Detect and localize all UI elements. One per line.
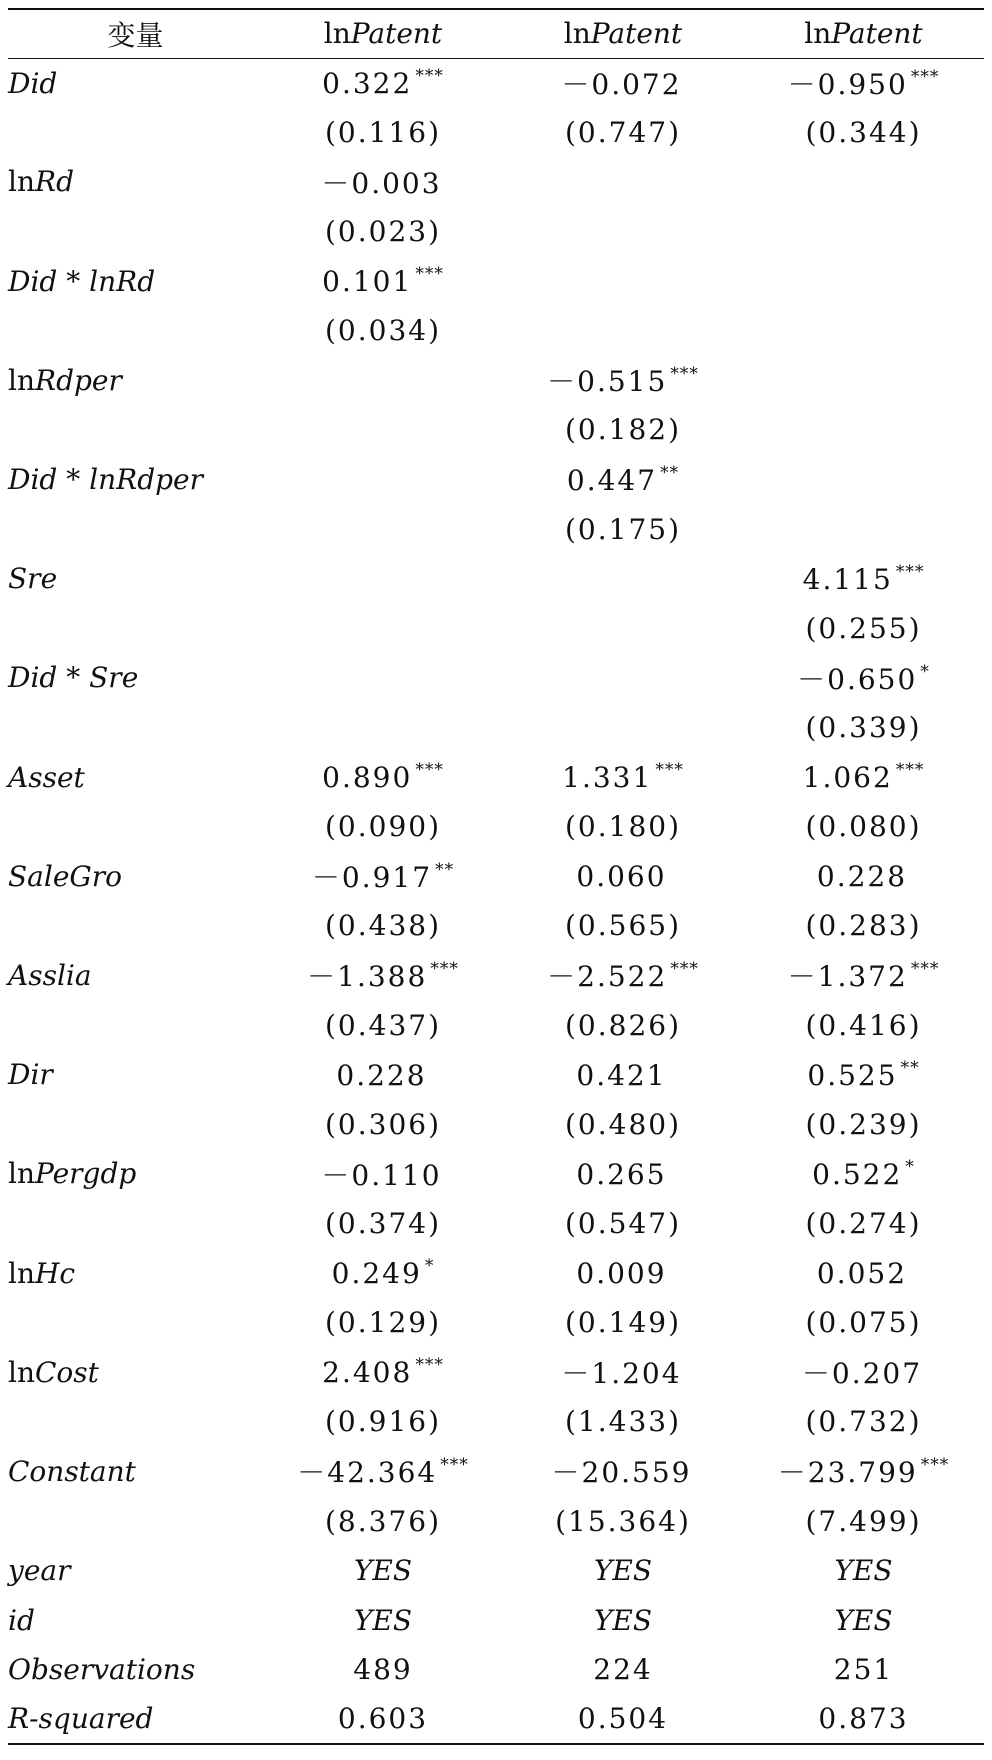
coefficient-value: －2.522 bbox=[547, 960, 668, 994]
variable-name bbox=[8, 1595, 263, 1645]
header-column-prefix: ln bbox=[804, 17, 832, 51]
table-row bbox=[8, 1248, 984, 1298]
significance-stars: *** bbox=[430, 959, 459, 980]
standard-error-cell: (0.480) bbox=[564, 1107, 681, 1141]
variable-label: Asslia bbox=[8, 958, 92, 992]
significance-stars: *** bbox=[895, 760, 925, 781]
standard-error-cell bbox=[503, 306, 743, 356]
table-row bbox=[8, 504, 984, 554]
statistic-cell: 0.873 bbox=[743, 1695, 984, 1745]
variable-name bbox=[8, 1099, 263, 1149]
header-column-3 bbox=[743, 9, 984, 58]
coefficient-cell bbox=[743, 455, 984, 505]
fixed-effect-cell: YES bbox=[593, 1554, 653, 1588]
standard-error-cell: (0.344) bbox=[805, 115, 922, 149]
standard-error-cell: (15.364) bbox=[555, 1504, 691, 1538]
coefficient-value: 0.322 bbox=[322, 67, 413, 101]
coefficient-cell bbox=[503, 58, 743, 108]
table-row bbox=[8, 901, 984, 951]
table-row bbox=[8, 604, 984, 654]
standard-error-cell: (0.116) bbox=[324, 115, 441, 149]
variable-prefix: ln bbox=[8, 1157, 35, 1191]
coefficient-value: 0.009 bbox=[576, 1257, 667, 1291]
coefficient-cell bbox=[503, 1050, 743, 1100]
coefficient-cell bbox=[263, 58, 503, 108]
significance-stars: *** bbox=[415, 66, 444, 87]
table-row bbox=[8, 752, 984, 802]
standard-error-cell: (0.182) bbox=[564, 413, 681, 447]
significance-stars: *** bbox=[655, 760, 684, 781]
coefficient-cell bbox=[503, 157, 743, 207]
significance-stars: *** bbox=[415, 1355, 444, 1376]
table-row bbox=[8, 455, 984, 505]
coefficient-cell bbox=[263, 554, 503, 604]
variable-label: year bbox=[8, 1554, 71, 1588]
coefficient-value: －1.372 bbox=[787, 960, 908, 994]
standard-error-cell bbox=[743, 207, 984, 257]
variable-label: Did * lnRdper bbox=[8, 463, 204, 497]
coefficient-value: 0.421 bbox=[576, 1058, 667, 1092]
coefficient-cell bbox=[743, 58, 984, 108]
statistic-cell: 224 bbox=[593, 1653, 653, 1687]
table-row bbox=[8, 405, 984, 455]
variable-name bbox=[8, 1695, 263, 1745]
coefficient-cell bbox=[743, 1050, 984, 1100]
standard-error-cell: (0.747) bbox=[564, 115, 681, 149]
variable-name bbox=[8, 455, 263, 505]
fixed-effect-cell: YES bbox=[353, 1554, 413, 1588]
fixed-effect-cell: YES bbox=[834, 1603, 893, 1637]
variable-name bbox=[8, 356, 263, 406]
header-row bbox=[8, 9, 984, 58]
significance-stars: ** bbox=[660, 462, 680, 483]
coefficient-cell bbox=[263, 1248, 503, 1298]
table-row bbox=[8, 1595, 984, 1645]
coefficient-value: －20.559 bbox=[551, 1456, 692, 1490]
header-column-prefix: ln bbox=[323, 17, 351, 51]
coefficient-cell bbox=[263, 455, 503, 505]
coefficient-value: －0.950 bbox=[787, 68, 908, 102]
variable-label: Dir bbox=[8, 1058, 53, 1092]
significance-stars: *** bbox=[440, 1455, 469, 1476]
variable-label: Rdper bbox=[35, 363, 122, 397]
coefficient-value: －1.388 bbox=[307, 960, 428, 994]
standard-error-cell: (0.175) bbox=[564, 512, 681, 546]
variable-name bbox=[8, 157, 263, 207]
standard-error-cell bbox=[743, 405, 984, 455]
variable-name bbox=[8, 108, 263, 158]
significance-stars: *** bbox=[920, 1455, 950, 1476]
coefficient-value: 1.331 bbox=[562, 761, 653, 795]
standard-error-cell: (0.274) bbox=[805, 1206, 922, 1240]
table-row bbox=[8, 108, 984, 158]
coefficient-value: 4.115 bbox=[802, 562, 893, 596]
variable-name bbox=[8, 256, 263, 306]
table-row bbox=[8, 356, 984, 406]
variable-label: Pergdp bbox=[35, 1157, 137, 1191]
variable-name bbox=[8, 752, 263, 802]
variable-label: Hc bbox=[35, 1256, 76, 1290]
coefficient-cell bbox=[503, 1347, 743, 1397]
coefficient-cell bbox=[743, 1149, 984, 1199]
standard-error-cell: (0.732) bbox=[805, 1405, 922, 1439]
coefficient-cell bbox=[743, 1347, 984, 1397]
coefficient-cell bbox=[503, 356, 743, 406]
coefficient-value: 0.525 bbox=[807, 1058, 898, 1092]
coefficient-value: －0.207 bbox=[801, 1357, 923, 1391]
table-row bbox=[8, 951, 984, 1001]
variable-name bbox=[8, 1447, 263, 1497]
standard-error-cell: (0.339) bbox=[805, 711, 922, 745]
variable-name bbox=[8, 901, 263, 951]
variable-label: Did * Sre bbox=[8, 661, 139, 695]
coefficient-value: 0.265 bbox=[576, 1157, 667, 1191]
table-row bbox=[8, 1149, 984, 1199]
standard-error-cell: (0.416) bbox=[805, 1008, 922, 1042]
coefficient-value: 0.447 bbox=[566, 463, 658, 497]
variable-name bbox=[8, 1496, 263, 1546]
variable-name bbox=[8, 1645, 263, 1695]
coefficient-value: －0.072 bbox=[561, 68, 682, 102]
standard-error-cell bbox=[503, 207, 743, 257]
table-row bbox=[8, 1546, 984, 1596]
header-column-2 bbox=[503, 9, 743, 58]
coefficient-cell bbox=[743, 653, 984, 703]
coefficient-value: 0.522 bbox=[812, 1157, 903, 1191]
coefficient-value: 0.060 bbox=[576, 860, 667, 894]
statistic-cell: 0.504 bbox=[503, 1695, 743, 1745]
table-row bbox=[8, 554, 984, 604]
coefficient-cell bbox=[263, 1447, 503, 1497]
coefficient-cell bbox=[263, 1050, 503, 1100]
table-row bbox=[8, 1199, 984, 1249]
coefficient-value: －0.110 bbox=[321, 1158, 442, 1192]
variable-label: id bbox=[8, 1603, 35, 1637]
coefficient-value: 0.228 bbox=[336, 1058, 427, 1092]
variable-prefix: ln bbox=[8, 363, 35, 397]
table-row bbox=[8, 1447, 984, 1497]
coefficient-cell bbox=[263, 1347, 503, 1397]
variable-name bbox=[8, 951, 263, 1001]
significance-stars: ** bbox=[435, 860, 455, 881]
coefficient-cell bbox=[743, 752, 984, 802]
table-row bbox=[8, 256, 984, 306]
coefficient-value: －23.799 bbox=[777, 1456, 918, 1490]
coefficient-value: 1.062 bbox=[802, 761, 893, 795]
coefficient-value: －0.650 bbox=[797, 662, 918, 696]
standard-error-cell bbox=[743, 306, 984, 356]
standard-error-cell: (0.437) bbox=[324, 1008, 441, 1042]
variable-name bbox=[8, 1546, 263, 1596]
header-column-name: Patent bbox=[350, 17, 443, 51]
variable-name bbox=[8, 306, 263, 356]
table-row bbox=[8, 207, 984, 257]
coefficient-value: －1.204 bbox=[561, 1357, 682, 1391]
coefficient-value: 0.228 bbox=[816, 860, 908, 894]
variable-label: Did * lnRd bbox=[8, 264, 156, 298]
significance-stars: *** bbox=[910, 959, 940, 980]
variable-name bbox=[8, 653, 263, 703]
coefficient-cell bbox=[263, 852, 503, 902]
header-column-name: Patent bbox=[831, 17, 923, 51]
significance-stars: *** bbox=[670, 364, 699, 385]
coefficient-cell bbox=[263, 653, 503, 703]
coefficient-value: －0.515 bbox=[547, 365, 668, 399]
regression-table bbox=[8, 8, 984, 1745]
standard-error-cell: (0.306) bbox=[324, 1107, 441, 1141]
variable-label: SaleGro bbox=[8, 859, 123, 893]
statistic-cell: 251 bbox=[833, 1653, 894, 1687]
header-column-prefix: ln bbox=[563, 17, 591, 51]
standard-error-cell: (0.438) bbox=[324, 909, 441, 943]
table-body bbox=[8, 58, 984, 1744]
significance-stars: * bbox=[905, 1156, 915, 1177]
variable-name bbox=[8, 207, 263, 257]
variable-label: R-squared bbox=[8, 1702, 154, 1736]
fixed-effect-cell: YES bbox=[353, 1603, 413, 1637]
variable-label: Rd bbox=[35, 165, 75, 199]
coefficient-cell bbox=[503, 455, 743, 505]
table-row bbox=[8, 1397, 984, 1447]
standard-error-cell: (0.129) bbox=[324, 1306, 441, 1340]
table-row bbox=[8, 1695, 984, 1745]
variable-name bbox=[8, 852, 263, 902]
coefficient-value: 0.101 bbox=[322, 265, 413, 299]
variable-label: Cost bbox=[35, 1355, 99, 1389]
coefficient-value: －0.003 bbox=[321, 166, 442, 200]
table-row bbox=[8, 1298, 984, 1348]
coefficient-cell bbox=[503, 852, 743, 902]
standard-error-cell: (0.255) bbox=[805, 611, 922, 645]
coefficient-cell bbox=[503, 554, 743, 604]
variable-name bbox=[8, 504, 263, 554]
table-row bbox=[8, 1347, 984, 1397]
table-row bbox=[8, 1645, 984, 1695]
variable-name bbox=[8, 1199, 263, 1249]
standard-error-cell: (8.376) bbox=[324, 1504, 441, 1538]
significance-stars: *** bbox=[415, 760, 444, 781]
coefficient-cell bbox=[743, 1447, 984, 1497]
coefficient-cell bbox=[263, 1149, 503, 1199]
significance-stars: * bbox=[920, 661, 930, 682]
standard-error-cell bbox=[503, 604, 743, 654]
coefficient-cell bbox=[743, 157, 984, 207]
table-row bbox=[8, 306, 984, 356]
variable-name bbox=[8, 1248, 263, 1298]
coefficient-cell bbox=[263, 157, 503, 207]
variable-name bbox=[8, 1397, 263, 1447]
variable-prefix: ln bbox=[8, 165, 35, 199]
coefficient-cell bbox=[263, 951, 503, 1001]
standard-error-cell bbox=[743, 504, 984, 554]
table-row bbox=[8, 1099, 984, 1149]
variable-name bbox=[8, 703, 263, 753]
variable-name bbox=[8, 554, 263, 604]
standard-error-cell: (0.565) bbox=[564, 909, 681, 943]
table-header bbox=[8, 9, 984, 58]
coefficient-cell bbox=[263, 752, 503, 802]
standard-error-cell: (0.080) bbox=[805, 810, 922, 844]
coefficient-cell bbox=[743, 1248, 984, 1298]
table-row bbox=[8, 703, 984, 753]
significance-stars: * bbox=[424, 1256, 435, 1277]
coefficient-cell bbox=[503, 1149, 743, 1199]
coefficient-cell bbox=[503, 653, 743, 703]
variable-name bbox=[8, 1050, 263, 1100]
variable-name bbox=[8, 1347, 263, 1397]
standard-error-cell: (0.239) bbox=[805, 1107, 922, 1141]
coefficient-cell bbox=[503, 1447, 743, 1497]
fixed-effect-cell: YES bbox=[593, 1603, 653, 1637]
table-row bbox=[8, 1496, 984, 1546]
standard-error-cell bbox=[263, 703, 503, 753]
standard-error-cell: (7.499) bbox=[805, 1504, 922, 1538]
fixed-effect-cell: YES bbox=[834, 1554, 893, 1588]
coefficient-cell bbox=[263, 256, 503, 306]
standard-error-cell: (0.149) bbox=[564, 1306, 681, 1340]
statistic-cell: 0.603 bbox=[263, 1695, 503, 1745]
standard-error-cell bbox=[263, 504, 503, 554]
table-row bbox=[8, 157, 984, 207]
coefficient-value: －0.917 bbox=[311, 861, 433, 895]
statistic-cell: 489 bbox=[353, 1653, 413, 1687]
table-row bbox=[8, 1000, 984, 1050]
coefficient-value: 0.249 bbox=[331, 1257, 422, 1291]
coefficient-value: 0.052 bbox=[816, 1257, 908, 1291]
table-row bbox=[8, 852, 984, 902]
variable-name bbox=[8, 58, 263, 108]
coefficient-cell bbox=[743, 554, 984, 604]
table-row bbox=[8, 1050, 984, 1100]
header-column-1 bbox=[263, 9, 503, 58]
variable-name bbox=[8, 1149, 263, 1199]
standard-error-cell: (0.916) bbox=[324, 1405, 441, 1439]
standard-error-cell: (0.090) bbox=[324, 810, 441, 844]
variable-label: Constant bbox=[8, 1454, 136, 1488]
standard-error-cell: (0.826) bbox=[564, 1008, 681, 1042]
standard-error-cell: (1.433) bbox=[564, 1405, 681, 1439]
significance-stars: *** bbox=[910, 67, 940, 88]
standard-error-cell: (0.374) bbox=[324, 1206, 441, 1240]
coefficient-cell bbox=[503, 1248, 743, 1298]
standard-error-cell: (0.034) bbox=[324, 314, 441, 348]
coefficient-cell bbox=[743, 951, 984, 1001]
coefficient-value: 0.890 bbox=[322, 761, 413, 795]
header-variable: 变量 bbox=[8, 9, 263, 58]
variable-name bbox=[8, 802, 263, 852]
standard-error-cell bbox=[263, 405, 503, 455]
variable-name bbox=[8, 604, 263, 654]
standard-error-cell: (0.023) bbox=[324, 215, 441, 249]
significance-stars: *** bbox=[415, 264, 444, 285]
variable-label: Did bbox=[8, 66, 58, 100]
standard-error-cell: (0.180) bbox=[564, 810, 681, 844]
significance-stars: *** bbox=[670, 959, 699, 980]
coefficient-value: －42.364 bbox=[297, 1456, 438, 1490]
standard-error-cell bbox=[503, 703, 743, 753]
coefficient-cell bbox=[743, 356, 984, 406]
variable-name bbox=[8, 1000, 263, 1050]
coefficient-cell bbox=[503, 752, 743, 802]
variable-label: Observations bbox=[8, 1653, 196, 1687]
standard-error-cell: (0.075) bbox=[805, 1306, 922, 1340]
table-row bbox=[8, 653, 984, 703]
variable-prefix: ln bbox=[8, 1256, 35, 1290]
significance-stars: ** bbox=[900, 1057, 920, 1078]
variable-name bbox=[8, 1298, 263, 1348]
header-column-name: Patent bbox=[590, 17, 683, 51]
coefficient-cell bbox=[503, 256, 743, 306]
coefficient-value: 2.408 bbox=[322, 1356, 413, 1390]
significance-stars: *** bbox=[895, 561, 925, 582]
standard-error-cell: (0.547) bbox=[564, 1206, 681, 1240]
variable-prefix: ln bbox=[8, 1355, 35, 1389]
table-row bbox=[8, 58, 984, 108]
variable-name bbox=[8, 405, 263, 455]
standard-error-cell: (0.283) bbox=[805, 909, 922, 943]
coefficient-cell bbox=[743, 852, 984, 902]
coefficient-cell bbox=[743, 256, 984, 306]
variable-label: Asset bbox=[8, 760, 85, 794]
table-row bbox=[8, 802, 984, 852]
coefficient-cell bbox=[263, 356, 503, 406]
variable-label: Sre bbox=[8, 562, 58, 596]
coefficient-cell bbox=[503, 951, 743, 1001]
standard-error-cell bbox=[263, 604, 503, 654]
